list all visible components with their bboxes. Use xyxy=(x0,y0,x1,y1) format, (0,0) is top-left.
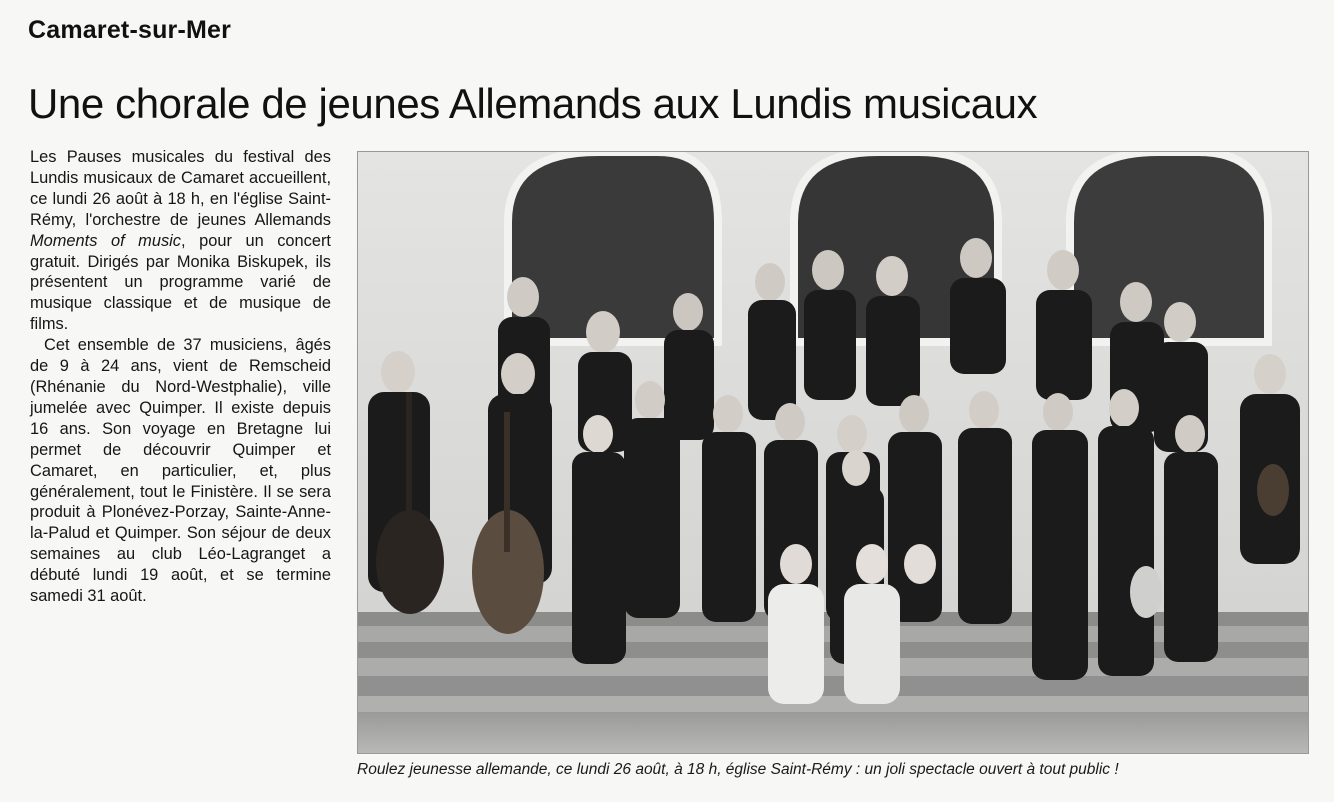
paragraph-1-part-1: Les Pauses musicales du festival des Lundis musicaux de Camaret accueillent, ce lundi 26 août à 18 h, en l'église Saint-Rémy, l'orchestre de jeunes Allemands xyxy=(30,148,331,229)
article-headline: Une chorale de jeunes Allemands aux Lundis musicaux xyxy=(28,80,1038,127)
group-photo xyxy=(357,151,1309,754)
article-body xyxy=(30,147,331,607)
orchestra-name: Moments of music xyxy=(30,231,181,250)
group-photo-illustration xyxy=(358,152,1308,753)
paragraph-2: Cet ensemble de 37 musiciens, âgés de 9 à 24 ans, vient de Remscheid (Rhénanie du Nord-Westphalie), ville jumelée avec Quimper. Il existe depuis 16 ans. Son voyage en Bretagne lui permet de découvrir Quimper et Camaret, en particulier, et, plus généralement, tout le Finistère. Il se sera produit à Plonévez-Porzay, Sainte-Anne-la-Palud et Quimper. Son séjour de deux semaines au club Léo-Lagranget a débuté lundi 19 août, et se termine samedi 31 août. xyxy=(30,336,331,606)
section-kicker: Camaret-sur-Mer xyxy=(28,16,232,44)
paragraph-1-part-2: , pour un concert gratuit. Dirigés par Monika Biskupek, ils présentent un programme varié de musique classique et de musique de films. xyxy=(30,231,331,334)
paragraph-1 xyxy=(30,147,331,335)
photo-caption: Roulez jeunesse allemande, ce lundi 26 août, à 18 h, église Saint-Rémy : un joli spectacle ouvert à tout public ! xyxy=(357,761,1119,778)
